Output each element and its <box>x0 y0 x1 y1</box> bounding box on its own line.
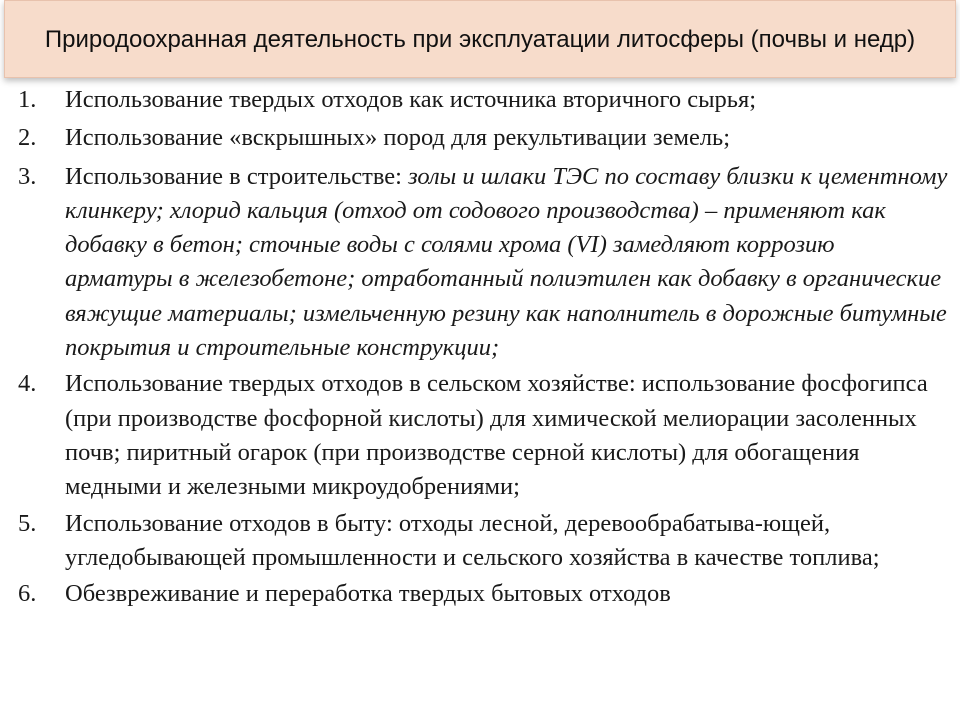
item-text: Использование отходов в быту: отходы лесной, деревообрабатыва-ющей, угледобывающей промышленности и сельского хозяйства в качестве топлива; <box>65 509 880 571</box>
slide-title-box <box>4 0 956 78</box>
item-text: Использование твердых отходов в сельском хозяйстве: использование фосфогипса (при производстве фосфорной кислоты) для химической мелиорации засоленных почв; пиритный огарок (при производстве серной кислоты) для обогащения медными и железными микроудобрениями; <box>65 370 928 501</box>
list-item-3 <box>18 160 948 366</box>
list-item-4 <box>18 367 948 504</box>
item-number: 3. <box>18 162 37 190</box>
list-item-2 <box>18 121 948 155</box>
item-text: Обезвреживание и переработка твердых бытовых отходов <box>65 580 671 608</box>
list-item-6 <box>18 577 948 611</box>
item-text: Использование «вскрышных» пород для рекультивации земель; <box>65 124 731 152</box>
item-number: 1. <box>18 86 37 113</box>
item-number: 5. <box>18 509 37 537</box>
item-number: 2. <box>18 124 37 152</box>
item-text: Использование твердых отходов как источника вторичного сырья; <box>65 86 757 113</box>
item-number: 4. <box>18 370 37 398</box>
slide-title: Природоохранная деятельность при эксплуатации литосферы (почвы и недр) <box>44 26 916 53</box>
numbered-list <box>18 83 948 613</box>
item-text: Использование в строительстве: <box>65 162 409 190</box>
list-item-5 <box>18 507 948 576</box>
list-item-1 <box>18 83 948 117</box>
item-number: 6. <box>18 580 37 608</box>
item-italic-text: золы и шлаки ТЭС по составу близки к цементному клинкеру; хлорид кальция (отход от содового производства) – применяют как добавку в бетон; сточные воды с солями хрома (VI) замедляют коррозию арматуры в железобетоне; отработанный полиэтилен как добавку в органические вяжущие материалы; измельченную резину как наполнитель в дорожные битумные покрытия и строительные конструкции; <box>65 162 948 362</box>
